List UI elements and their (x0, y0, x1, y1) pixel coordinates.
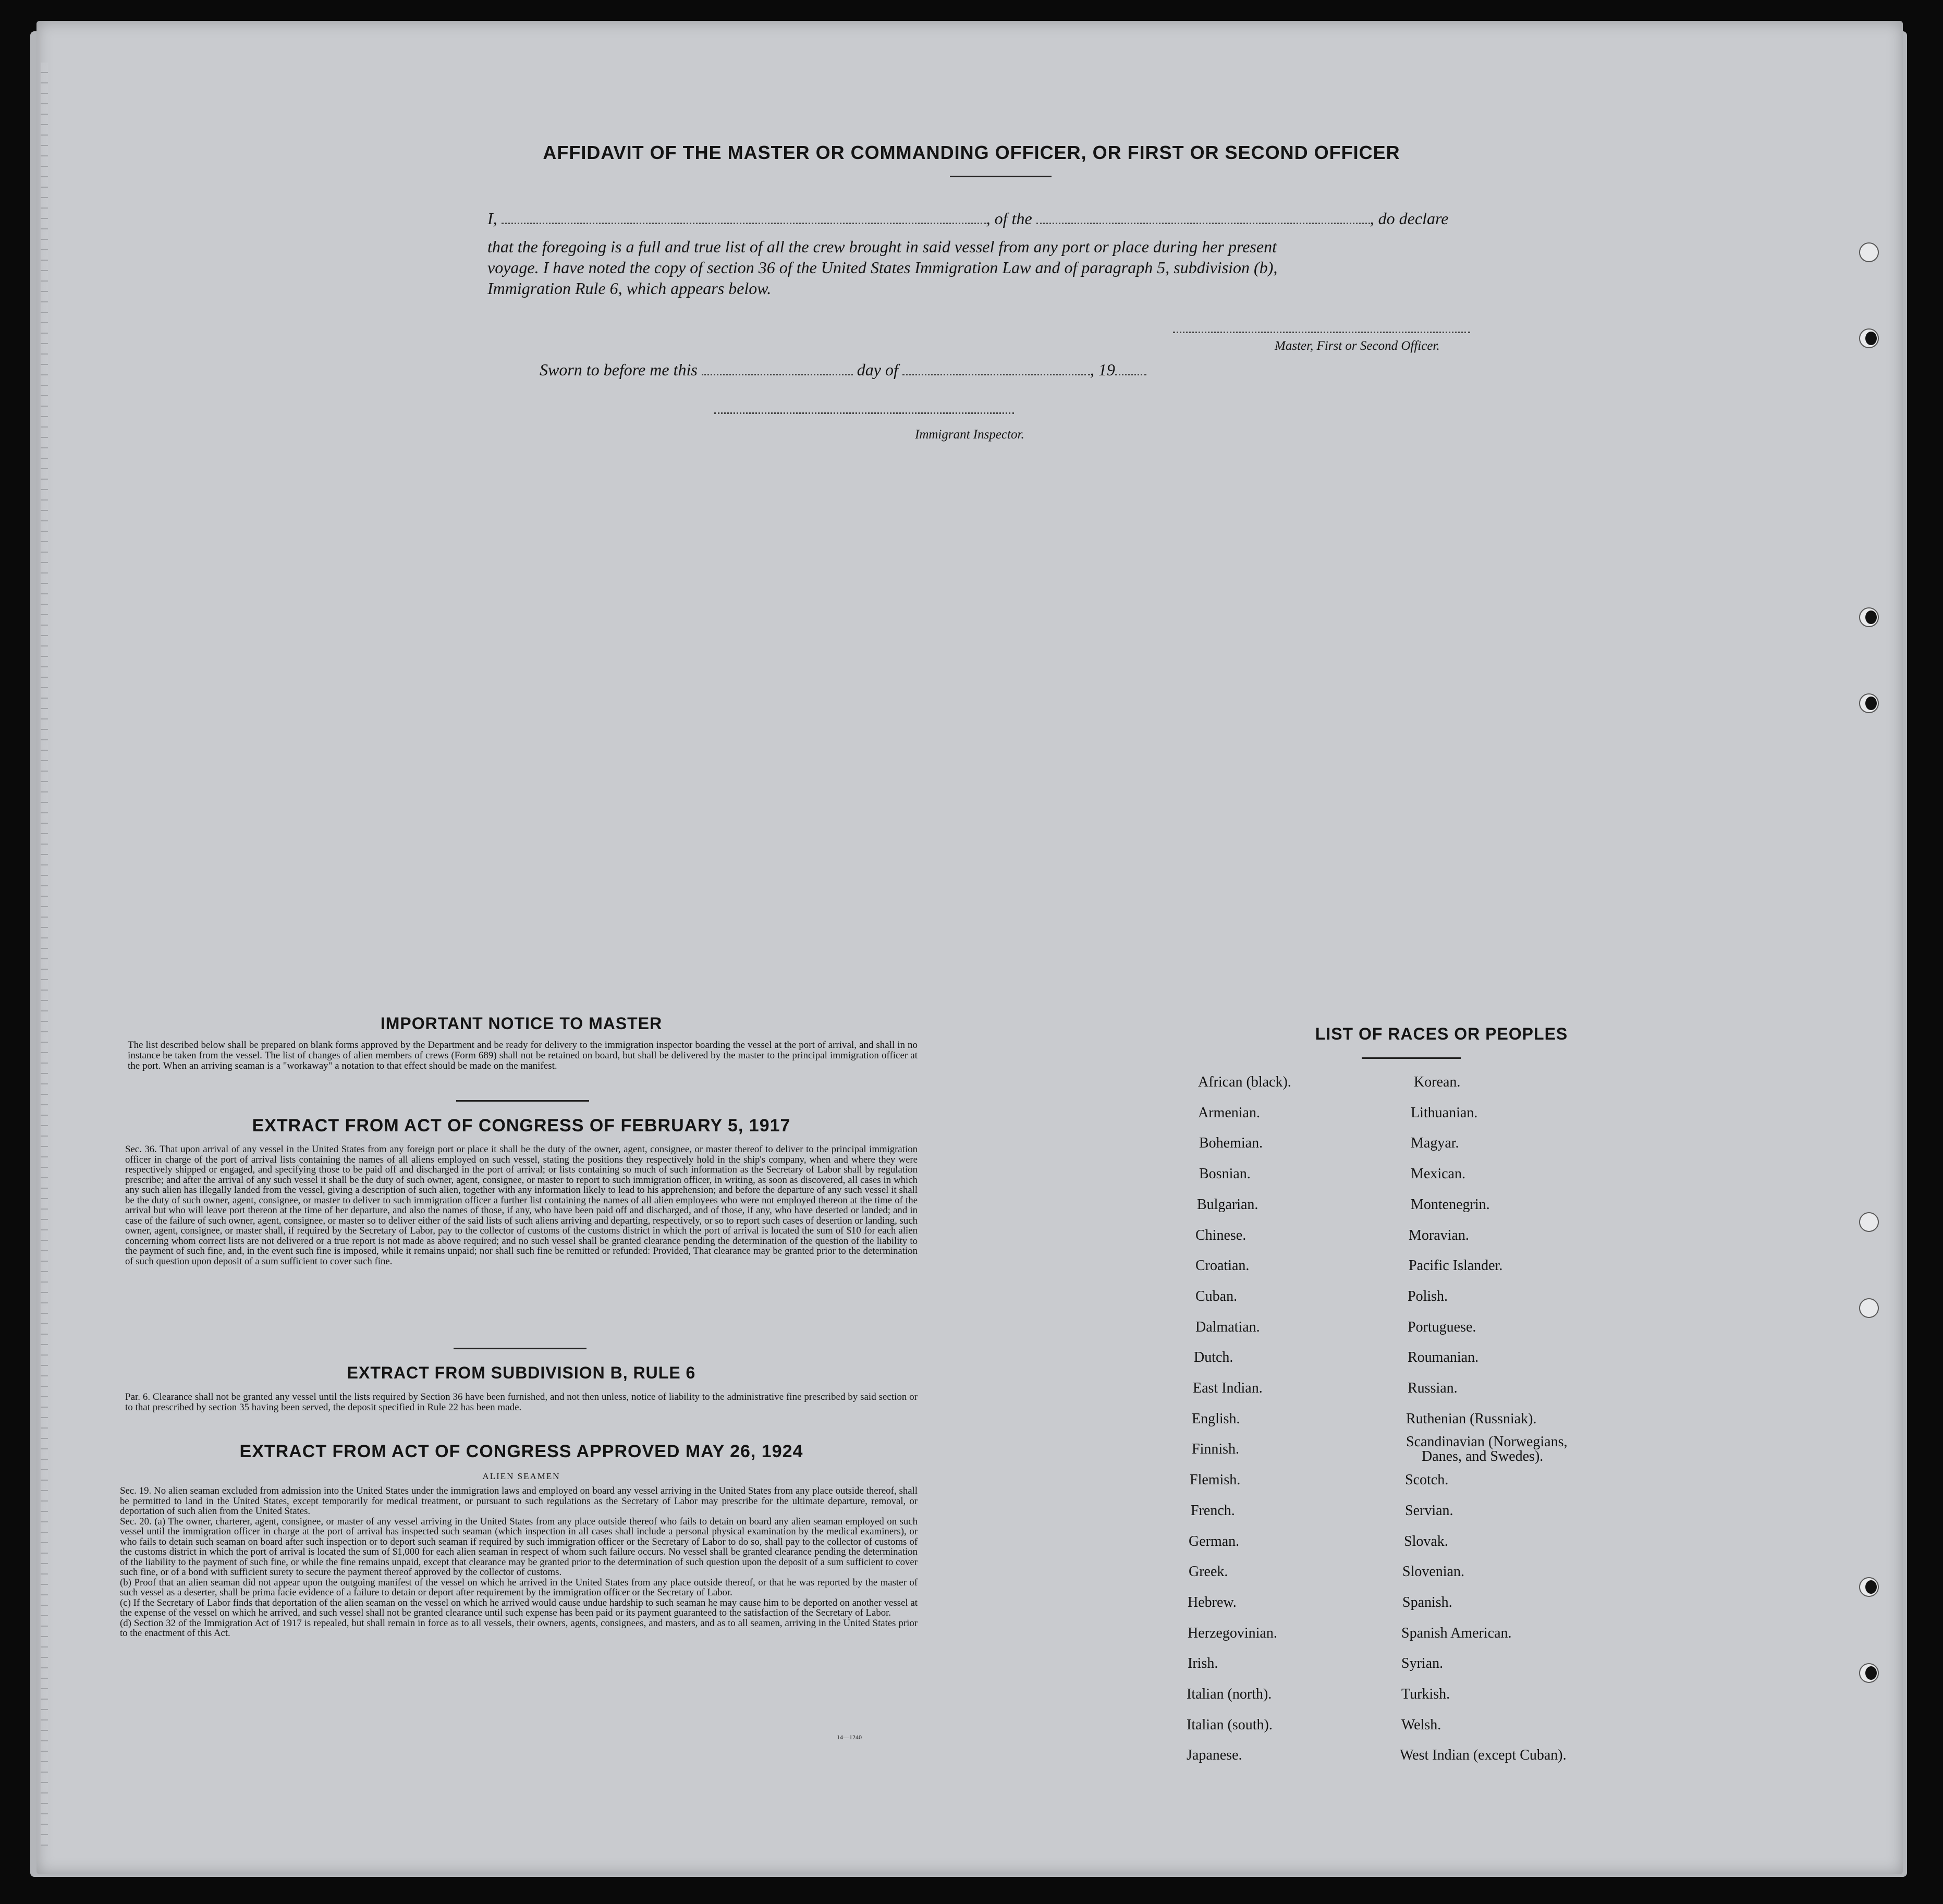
rule6-body: Par. 6. Clearance shall not be granted any vessel until the lists required by Section 36 have been furnished, and not then unless, notice of liability to the administrative fine prescribed by said section or to that prescribed by section 35 having been served, the deposit specified in Rule 22 has been made. (125, 1392, 918, 1413)
race-item: German. (1189, 1533, 1240, 1549)
race-item: Turkish. (1401, 1686, 1450, 1702)
binder-hole (1859, 1577, 1879, 1597)
sworn-year-field[interactable] (1115, 357, 1146, 375)
race-item: Dutch. (1194, 1349, 1233, 1365)
extract-1917-title: EXTRACT FROM ACT OF CONGRESS OF FEBRUARY 5, 1917 (252, 1116, 791, 1136)
race-item: Bulgarian. (1197, 1197, 1258, 1213)
race-item: Italian (north). (1187, 1686, 1272, 1702)
race-item: Chinese. (1195, 1227, 1247, 1243)
race-item: Armenian. (1198, 1105, 1260, 1121)
race-item: Finnish. (1192, 1441, 1240, 1457)
binder-hole (1859, 693, 1879, 713)
divider (454, 1348, 586, 1349)
race-item: Slovak. (1404, 1533, 1448, 1549)
race-item: Dalmatian. (1195, 1319, 1260, 1335)
race-item: Greek. (1189, 1564, 1228, 1580)
binder-hole (1859, 328, 1879, 348)
race-item: Syrian. (1401, 1655, 1444, 1671)
notice-title: IMPORTANT NOTICE TO MASTER (380, 1014, 663, 1033)
race-item: Flemish. (1190, 1472, 1241, 1488)
races-title: LIST OF RACES OR PEOPLES (1315, 1024, 1568, 1043)
divider (950, 176, 1052, 177)
race-item: Roumanian. (1408, 1349, 1479, 1365)
affidavit-line-4: Immigration Rule 6, which appears below. (487, 279, 772, 298)
rule6-title: EXTRACT FROM SUBDIVISION B, RULE 6 (347, 1363, 696, 1382)
race-item: Lithuanian. (1411, 1105, 1478, 1121)
affidavit-i: I, (487, 209, 497, 228)
master-signature-line[interactable] (1173, 323, 1470, 333)
extract-1924-body (120, 1486, 918, 1639)
sec20c-text: (c) If the Secretary of Labor finds that deportation of the alien seaman on the vessel on which he arrived would cause undue hardship to such seaman he may cause him to be deported on another vessel at the expense of the vessel on which he arrived, and such vessel shall not be granted clearance until such expense has been paid or its payment guaranteed to the satisfaction of the Secretary of Labor. (120, 1597, 918, 1618)
race-item: Mexican. (1411, 1166, 1465, 1182)
master-name-field[interactable] (502, 206, 986, 224)
race-item: Bohemian. (1199, 1135, 1263, 1151)
race-item: Korean. (1414, 1074, 1461, 1090)
race-item: Servian. (1405, 1503, 1453, 1519)
race-item: Spanish American. (1401, 1625, 1512, 1641)
race-item: Hebrew. (1188, 1594, 1237, 1610)
binder-hole (1859, 1212, 1879, 1232)
race-item: Magyar. (1411, 1135, 1459, 1151)
divider (456, 1100, 589, 1102)
race-item-continuation: Danes, and Swedes). (1422, 1448, 1544, 1464)
race-item: Ruthenian (Russniak). (1406, 1411, 1537, 1427)
race-item: Irish. (1188, 1655, 1218, 1671)
race-item: Japanese. (1187, 1747, 1242, 1763)
alien-seamen-subtitle: ALIEN SEAMEN (482, 1471, 560, 1481)
sec20a-text: Sec. 20. (a) The owner, charterer, agent, consignee, or master of any vessel arriving in the United States from any place outside thereof who fails to detain on board any alien seaman employed on such vessel until the immigration officer in charge at the port of arrival has inspected such seaman (which inspection in all cases shall include a personal physical examination by the medical examiners), or who fails to detain such seaman on board after such inspection or to deport such seaman if required by such immigration officer or the Secretary of Labor to do so, shall pay to the collector of customs of the customs district in which the port of arrival is located the sum of $1,000 for each alien seaman in respect of whom such failure occurs. No vessel shall be granted clearance pending the determination of the liability to the payment of such fine, or while the fine remains unpaid, except that clearance may be granted prior to the determination of such question upon the deposit of a sum sufficient to cover such fine, or of a bond with sufficient surety to secure the payment thereof approved by the collector of customs. (120, 1516, 918, 1578)
race-item: Cuban. (1195, 1288, 1238, 1304)
race-item: Herzegovinian. (1188, 1625, 1277, 1641)
sworn-line (540, 357, 1146, 380)
race-item: Welsh. (1401, 1717, 1441, 1733)
race-item: French. (1191, 1503, 1235, 1519)
affidavit-declare: , do declare (1370, 209, 1449, 228)
inspector-label: Immigrant Inspector. (915, 428, 1024, 442)
binder-hole (1859, 1298, 1879, 1318)
sworn-day-field[interactable] (702, 357, 853, 375)
race-item: West Indian (except Cuban). (1400, 1747, 1567, 1763)
race-item: Pacific Islander. (1409, 1258, 1503, 1274)
race-item: Scotch. (1405, 1472, 1449, 1488)
binder-hole (1859, 1663, 1879, 1683)
affidavit-of-the: , of the (986, 209, 1032, 228)
race-item: Croatian. (1195, 1258, 1250, 1274)
race-item: Portuguese. (1408, 1319, 1476, 1335)
race-item: English. (1192, 1411, 1240, 1427)
sworn-month-field[interactable] (902, 357, 1090, 375)
sec20b-text: (b) Proof that an alien seaman did not appear upon the outgoing manifest of the vessel on which he arrived in the United States from any place outside thereof, or that he was reported by the master of such vessel as a deserter, shall be prima facie evidence of a failure to detain or deport after requirement by the immigration officer or the Secretary of Labor. (120, 1577, 918, 1598)
binder-hole (1859, 242, 1879, 262)
vessel-name-field[interactable] (1036, 206, 1370, 224)
affidavit-line-1 (487, 206, 1517, 228)
sec19-text: Sec. 19. No alien seaman excluded from admission into the United States under the immigration laws and employed on board any vessel arriving in the United States from any place outside thereof, shall be permitted to land in the United States, except temporarily for medical treatment, or pursuant to such regulations as the Secretary of Labor may prescribe for the ultimate departure, removal, or deportation of such alien from the United States. (120, 1485, 918, 1517)
race-item: Montenegrin. (1411, 1197, 1490, 1213)
affidavit-line-3: voyage. I have noted the copy of section 36 of the United States Immigration Law and of paragraph 5, subdivision (b), (487, 258, 1278, 277)
form-number: 14—1240 (837, 1734, 862, 1741)
race-item: Russian. (1408, 1380, 1458, 1396)
notice-body: The list described below shall be prepared on blank forms approved by the Department and be ready for delivery to the immigration inspector boarding the vessel at the port of arrival, and shall in no instance be taken from the vessel. The list of changes of alien members of crews (Form 689) shall not be retained on board, but shall be delivered by the master to the principal immigration officer at the port. When an arriving seaman is a "workaway" a notation to that effect should be made on the manifest. (128, 1040, 918, 1071)
affidavit-line-2: that the foregoing is a full and true list of all the crew brought in said vessel from any port or place during her present (487, 237, 1277, 256)
race-item: Bosnian. (1199, 1166, 1251, 1182)
extract-1924-title: EXTRACT FROM ACT OF CONGRESS APPROVED MAY 26, 1924 (239, 1442, 803, 1461)
extract-1917-body: Sec. 36. That upon arrival of any vessel in the United States from any foreign port or place it shall be the duty of the owner, agent, consignee, or master thereof to deliver to the principal immigration officer in charge of the port of arrival lists containing the names of all aliens employed on such vessel, stating the positions they respectively hold in the ship's company, when and where they were respectively shipped or engaged, and specifying those to be paid off and discharged in the port of arrival; or lists containing so much of such information as the Secretary of Labor shall by regulation prescribe; and after the arrival of any such vessel it shall be the duty of such owner, agent, consignee, or master to report to such immigration officer, in writing, as soon as discovered, all cases in which any such alien has illegally landed from the vessel, giving a description of such alien, together with any information likely to lead to his apprehension; and before the departure of any such vessel it shall be the duty of such owner, agent, consignee, or master to deliver to such immigration officer a further list containing the names of all alien employees who were not employed thereon at the time of the arrival but who will leave port thereon at the time of her departure, and also the names of those, if any, who have been paid off and discharged, and of those, if any, who have deserted or landed; and in case of the failure of such owner, agent, consignee, or master so to deliver either of the said lists of such aliens arriving and departing, respectively, or so to report such cases of desertion or landing, such owner, agent, consignee, or master shall, if required by the Secretary of Labor, pay to the collector of customs of the customs district in which the port of arrival is located the sum of $10 for each alien concerning whom correct lists are not delivered or a true report is not made as above required; and no such vessel shall be granted clearance pending the determination of the question of the liability to the payment of such fine, and, in the event such fine is imposed, while it remains unpaid; nor shall such fine be remitted or refunded: Provided, That clearance may be granted prior to the determination of such question upon deposit of a sum sufficient to cover such fine. (125, 1144, 918, 1267)
race-item: Moravian. (1409, 1227, 1469, 1243)
race-item: Italian (south). (1187, 1717, 1273, 1733)
sworn-day-of: day of (857, 360, 898, 379)
divider (1362, 1057, 1461, 1059)
race-item: Scandinavian (Norwegians, (1406, 1434, 1568, 1450)
sworn-prefix: Sworn to before me this (540, 360, 698, 379)
binder-hole (1859, 607, 1879, 627)
race-item: East Indian. (1193, 1380, 1263, 1396)
master-signature-label: Master, First or Second Officer. (1275, 339, 1440, 353)
race-item: Polish. (1408, 1288, 1448, 1304)
race-item: Spanish. (1402, 1594, 1452, 1610)
sec20d-text: (d) Section 32 of the Immigration Act of 1917 is repealed, but shall remain in force as to all vessels, their owners, agents, consignees, and masters, and as to all seamen, arriving in the United States prior to the enactment of this Act. (120, 1617, 918, 1639)
race-item: African (black). (1198, 1074, 1291, 1090)
sworn-year-prefix: , 19 (1090, 360, 1115, 379)
affidavit-title: AFFIDAVIT OF THE MASTER OR COMMANDING OFFICER, OR FIRST OR SECOND OFFICER (543, 142, 1400, 163)
inspector-signature-line[interactable] (714, 404, 1014, 414)
ruled-edge (41, 63, 48, 1846)
race-item: Slovenian. (1402, 1564, 1464, 1580)
